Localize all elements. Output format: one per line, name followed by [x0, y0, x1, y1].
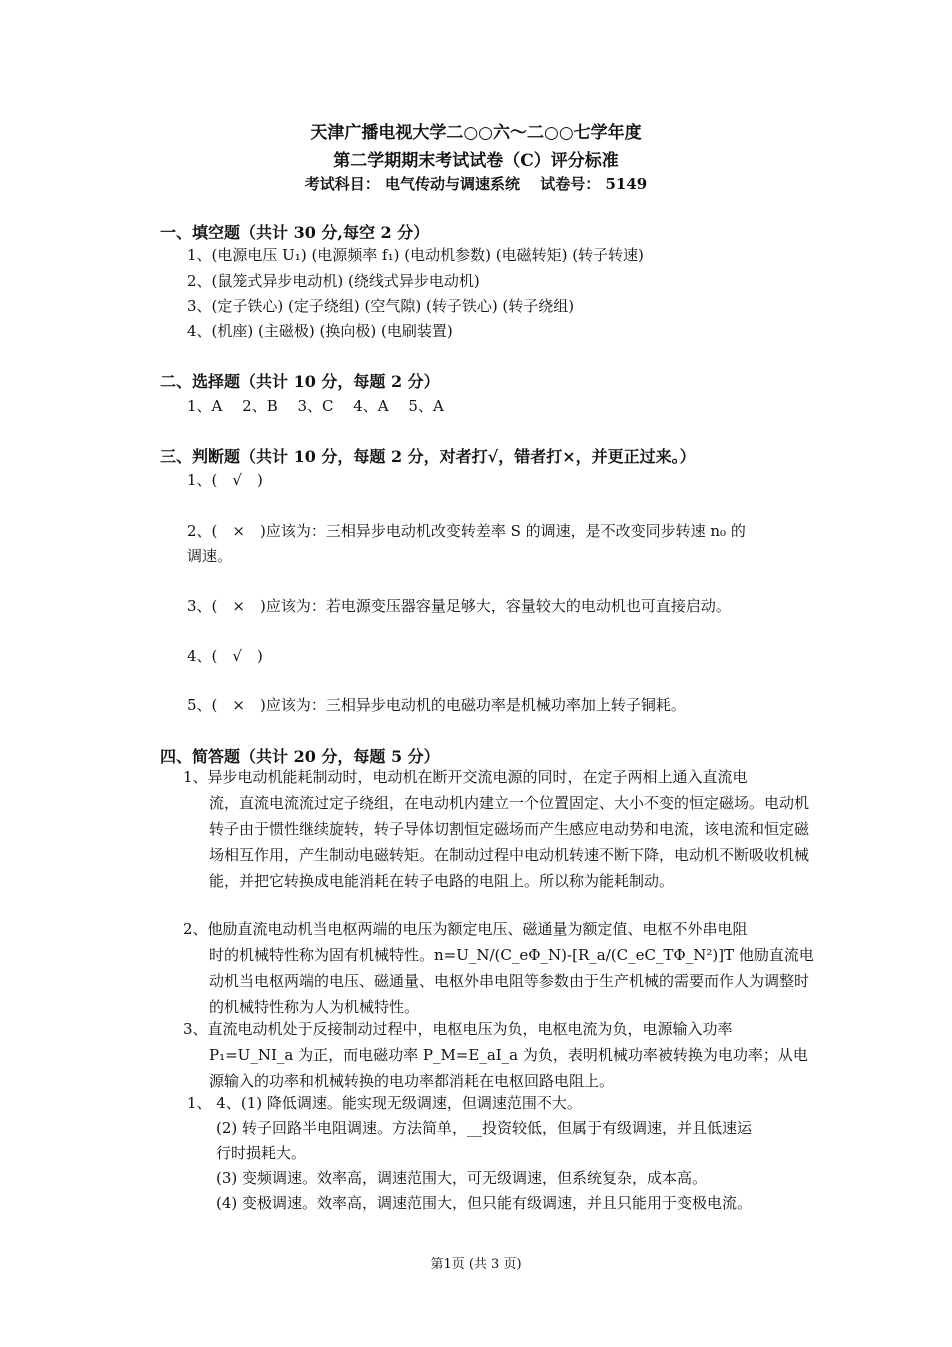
section1-item-1: 1、(电源电压 U₁) (电源频率 f₁) (电动机参数) (电磁转矩) (转子转速) — [187, 246, 644, 264]
q4-line-1: 1、 4、(1) 降低调速。能实现无级调速，但调速范围不大。 — [187, 1094, 582, 1112]
section1-item-4: 4、(机座) (主磁极) (换向极) (电刷装置) — [187, 322, 453, 340]
section3-item-1: 1、( √ ) — [187, 471, 263, 489]
q4-line-4: (4) 变极调速。效率高，调速范围大，但只能有级调速，并且只能用于变极电流。 — [216, 1194, 753, 1212]
q3-first-line: 3、直流电动机处于反接制动过程中，电枢电压为负，电枢电流为负，电源输入功率 — [183, 1020, 733, 1038]
q2-first-line: 2、他励直流电动机当电枢两端的电压为额定电压、磁通量为额定值、电枢不外串电阻 — [183, 920, 748, 938]
section3-item-5: 5、( × )应该为：三相异步电动机的电磁功率是机械功率加上转子铜耗。 — [187, 696, 686, 714]
section3-item-3: 3、( × )应该为：若电源变压器容量足够大，容量较大的电动机也可直接启动。 — [187, 597, 731, 615]
title-subject: 考试科目： 电气传动与调速系统 试卷号： 5149 — [304, 175, 648, 193]
title-exam-name: 第二学期期末考试试卷（C）评分标准 — [333, 151, 619, 171]
section2-answers: 1、A 2、B 3、C 4、A 5、A — [187, 397, 444, 415]
section4-title: 四、简答题（共计 20 分，每题 5 分） — [160, 747, 440, 766]
q2-body: 时的机械特性称为固有机械特性。n=U_N/(C_eΦ_N)-[R_a/(C_eC_TΦ_N²)]T 他励直流电动机当电枢两端的电压、磁通量、电枢外串电阻等参数由于生产机械的需要而作人为调整时的机械特性称为人为机械特性。 — [209, 946, 814, 1016]
page-footer: 第1页 (共 3 页) — [430, 1257, 522, 1272]
q4-line-3: (3) 变频调速。效率高，调速范围大，可无级调速，但系统复杂，成本高。 — [216, 1169, 708, 1187]
section1-item-2: 2、(鼠笼式异步电动机) (绕线式异步电动机) — [187, 272, 480, 290]
section3-item-2-cont: 调速。 — [187, 547, 233, 565]
section3-item-4: 4、( √ ) — [187, 647, 263, 665]
title-school-year: 天津广播电视大学二○○六～二○○七学年度 — [310, 123, 642, 143]
q1-body: 流，直流电流流过定子绕组，在电动机内建立一个位置固定、大小不变的恒定磁场。电动机转子由于惯性继续旋转，转子导体切割恒定磁场而产生感应电动势和电流，该电流和恒定磁场相互作用，产生制动电磁转矩。在制动过程中电动机转速不断下降，电动机不断吸收机械能，并把它转换成电能消耗在转子电路的电阻上。所以称为能耗制动。 — [209, 794, 810, 890]
q3-body: P₁=U_NI_a 为正，而电磁功率 P_M=E_aI_a 为负，表明机械功率被转换为电功率；从电源输入的功率和机械转换的电功率都消耗在电枢回路电阻上。 — [209, 1046, 808, 1090]
section3-title: 三、判断题（共计 10 分，每题 2 分，对者打√，错者打×，并更正过来。） — [160, 447, 696, 466]
q4-line-2-cont: 行时损耗大。 — [216, 1144, 307, 1162]
section3-item-2: 2、( × )应该为：三相异步电动机改变转差率 S 的调速，是不改变同步转速 n₀ 的 — [187, 522, 746, 540]
q4-line-2: (2) 转子回路半电阻调速。方法简单，__投资较低，但属于有级调速，并且低速运 — [216, 1119, 753, 1137]
section1-item-3: 3、(定子铁心) (定子绕组) (空气隙) (转子铁心) (转子绕组) — [187, 297, 575, 315]
section2-title: 二、选择题（共计 10 分，每题 2 分） — [160, 372, 440, 391]
q1-first-line: 1、异步电动机能耗制动时，电动机在断开交流电源的同时，在定子两相上通入直流电 — [183, 768, 748, 786]
section1-title: 一、填空题（共计 30 分,每空 2 分） — [160, 223, 430, 242]
